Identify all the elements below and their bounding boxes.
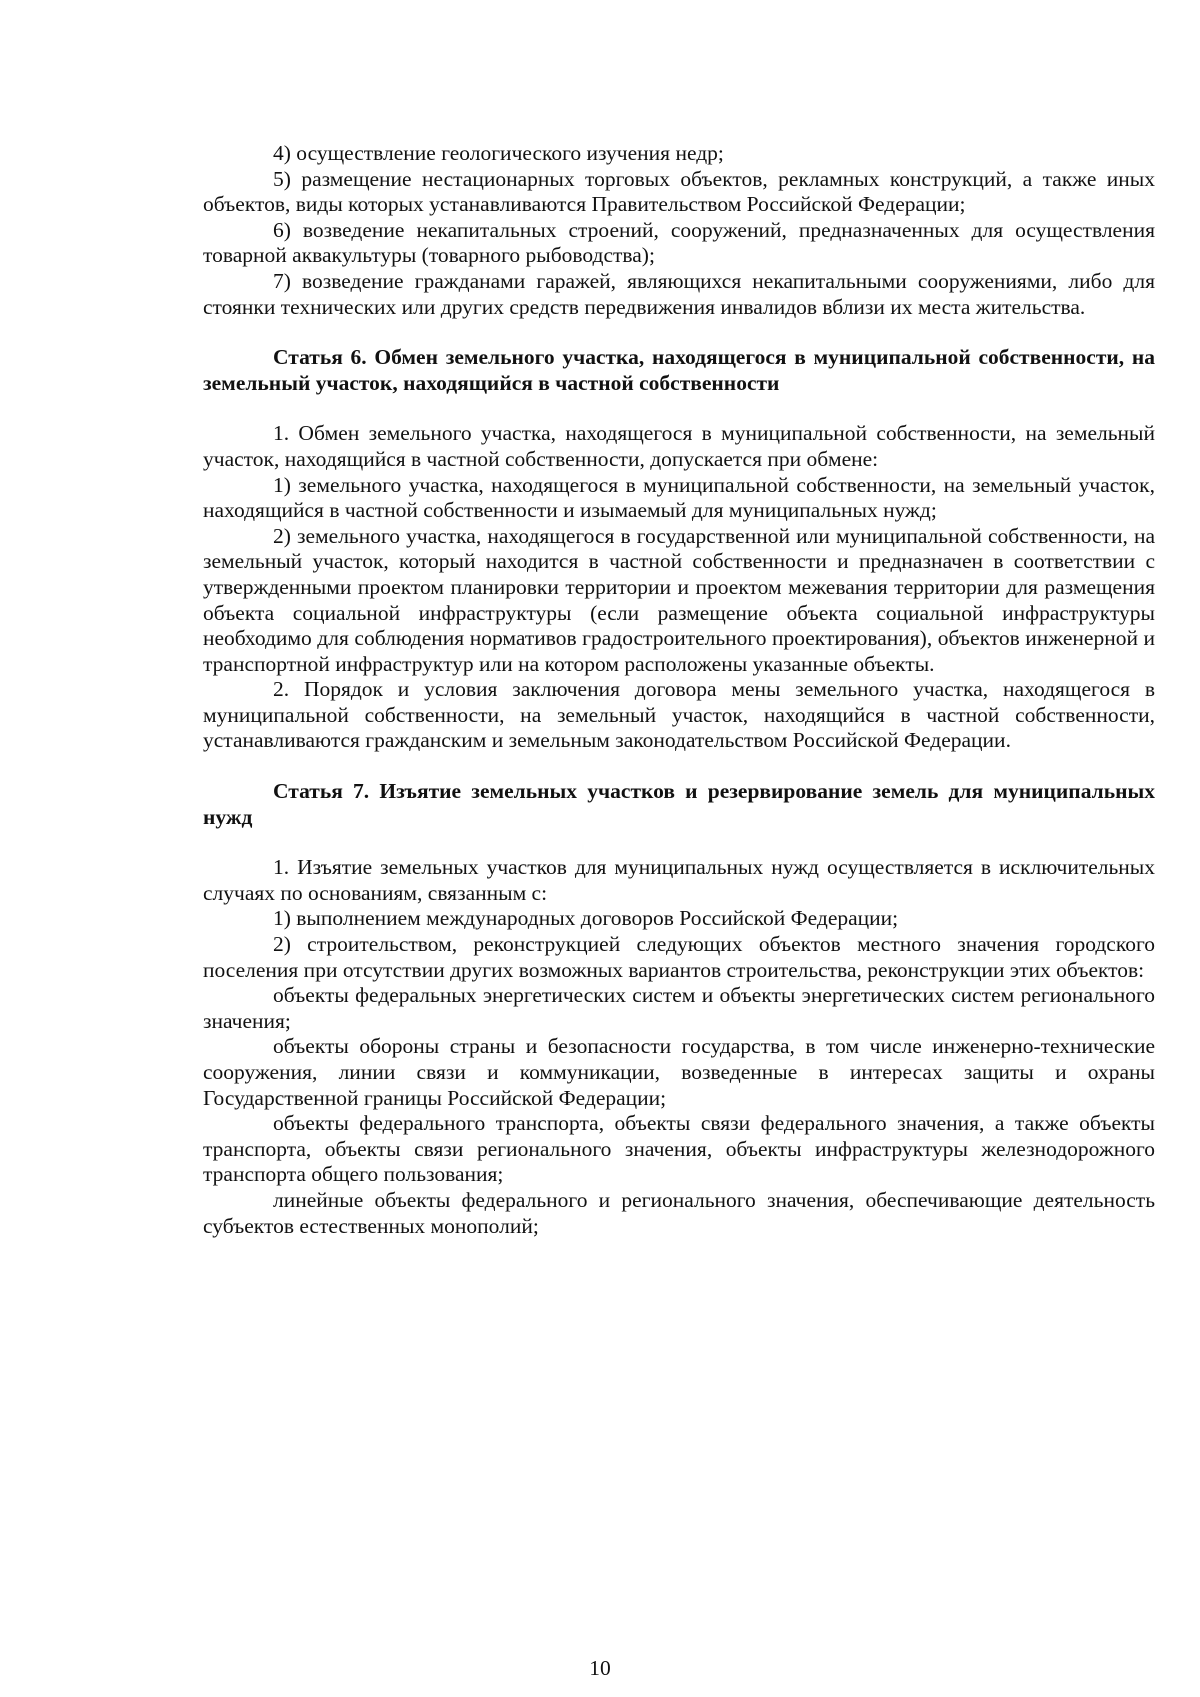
article-7-paragraph: объекты федерального транспорта, объекты связи федерального значения, а также объекты транспорта, объекты связи регионального значения, объекты инфраструктуры железнодорожного транспорта общего пользования;	[203, 1111, 1155, 1187]
article-7-paragraph: объекты федеральных энергетических систем и объекты энергетических систем регионального значения;	[203, 983, 1155, 1033]
article-6-paragraph: 2. Порядок и условия заключения договора мены земельного участка, находящегося в муниципальной собственности, на земельный участок, находящийся в частной собственности, устанавливаются гражданским и земельным законодательством Российской Федерации.	[203, 677, 1155, 753]
item-6-aquaculture: 6) возведение некапитальных строений, сооружений, предназначенных для осуществления товарной аквакультуры (товарного рыбоводства);	[203, 217, 1155, 268]
article-6-paragraph: 1) земельного участка, находящегося в муниципальной собственности, на земельный участок, находящийся в частной собственности и изымаемый для муниципальных нужд;	[203, 472, 1155, 523]
document-page	[203, 141, 1155, 1239]
article-6-paragraph: 1. Обмен земельного участка, находящегося в муниципальной собственности, на земельный участок, находящийся в частной собственности, допускается при обмене:	[203, 421, 1155, 471]
article-7-paragraph: объекты обороны страны и безопасности государства, в том числе инженерно-технические сооружения, линии связи и коммуникации, возведенные в интересах защиты и охраны Государственной границы Российской Федерации;	[203, 1034, 1155, 1110]
item-4-geological-study: 4) осуществление геологического изучения недр;	[273, 141, 724, 165]
article-7-paragraph: 1. Изъятие земельных участков для муниципальных нужд осуществляется в исключительных случаях по основаниям, связанным с:	[203, 855, 1155, 905]
article-7-paragraph: 2) строительством, реконструкцией следующих объектов местного значения городского поселения при отсутствии других возможных вариантов строительства, реконструкции этих объектов:	[203, 932, 1155, 982]
article-6-paragraph: 2) земельного участка, находящегося в государственной или муниципальной собственности, на земельный участок, который находится в частной собственности и предназначен в соответствии с утвержденными проектом планировки территории и проектом межевания территории для размещения объекта социальной инфраструктуры (если размещение объекта социальной инфраструктуры необходимо для соблюдения нормативов градостроительного проектирования), объектов инженерной и транспортной инфраструктур или на котором расположены указанные объекты.	[203, 523, 1155, 676]
item-5-non-stationary-objects: 5) размещение нестационарных торговых объектов, рекламных конструкций, а также иных объектов, виды которых устанавливаются Правительством Российской Федерации;	[203, 166, 1155, 217]
article-7-paragraph: 1) выполнением международных договоров Российской Федерации;	[273, 906, 899, 931]
item-7-garages: 7) возведение гражданами гаражей, являющихся некапитальными сооружениями, либо для стоянки технических или других средств передвижения инвалидов вблизи их места жительства.	[203, 268, 1155, 319]
article-6-heading: Статья 6. Обмен земельного участка, находящегося в муниципальной собственности, на земельный участок, находящийся в частной собственности	[203, 345, 1155, 395]
page-number: 10	[589, 1656, 611, 1680]
article-7-paragraph: линейные объекты федерального и регионального значения, обеспечивающие деятельность субъектов естественных монополий;	[203, 1187, 1155, 1238]
article-7-heading: Статья 7. Изъятие земельных участков и резервирование земель для муниципальных нужд	[203, 779, 1155, 829]
